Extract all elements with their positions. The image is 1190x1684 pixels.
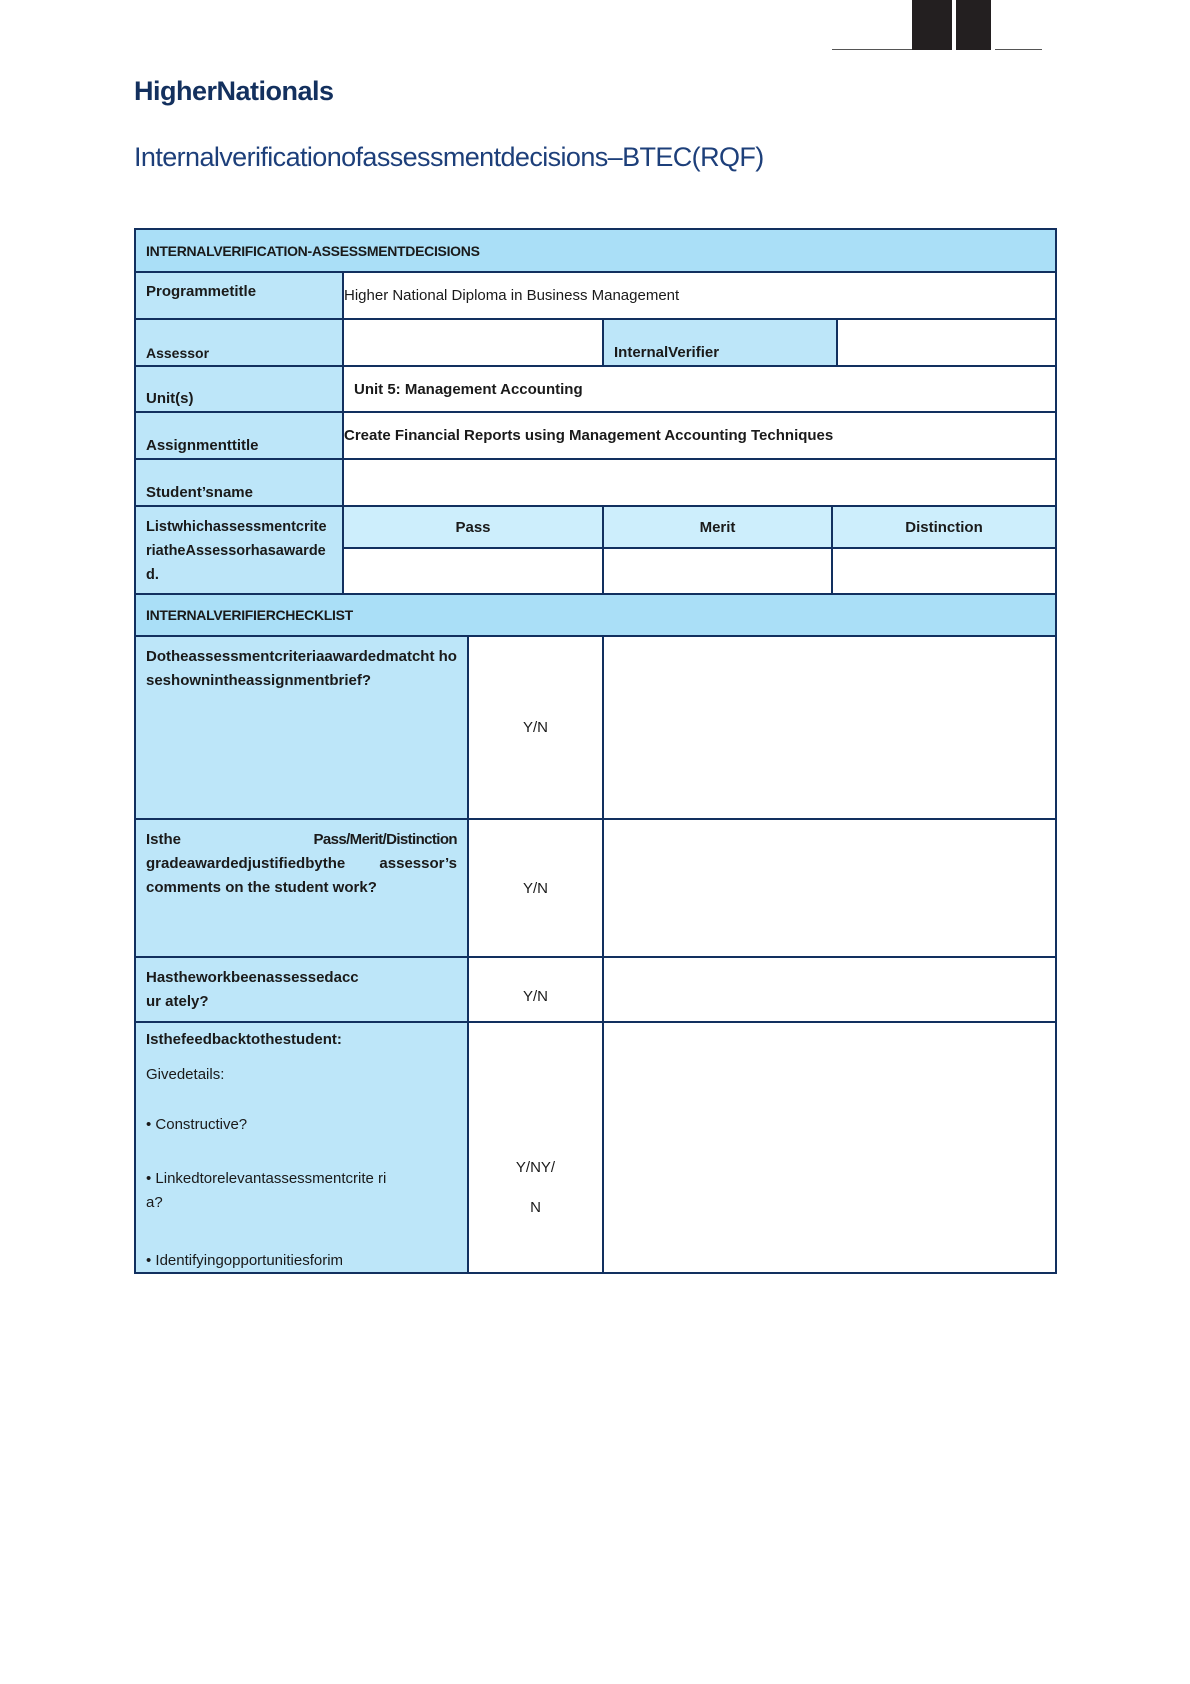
assessor-label: Assessor xyxy=(134,318,344,367)
logo-rule xyxy=(995,49,1042,50)
unit-label: Unit(s) xyxy=(134,365,344,413)
checklist-comment-2[interactable] xyxy=(602,818,1057,958)
pass-criteria-field[interactable] xyxy=(342,547,604,595)
verifier-field[interactable] xyxy=(836,318,1057,367)
page-title: Internalverificationofassessmentdecisions–BTEC(RQF) xyxy=(134,142,764,172)
logo-mark xyxy=(956,0,991,50)
checklist-comment-4[interactable] xyxy=(602,1021,1057,1274)
checklist-comment-1[interactable] xyxy=(602,635,1057,820)
q2-text: gradeawardedjustifiedbythe xyxy=(146,855,346,872)
q4-answer: N xyxy=(530,1199,541,1216)
q2-text: Pass/Merit/Distinction xyxy=(313,831,457,848)
assignment-field[interactable]: Create Financial Reports using Management Accounting Techniques xyxy=(342,411,1057,460)
logo-mark xyxy=(912,0,952,50)
verifier-label: InternalVerifier xyxy=(602,318,838,367)
merit-criteria-field[interactable] xyxy=(602,547,833,595)
checklist-header: INTERNALVERIFIERCHECKLIST xyxy=(134,593,1057,637)
q4-answer: Y/NY/ xyxy=(515,1159,556,1176)
q2-text: Isthe xyxy=(146,831,182,848)
logo-rule xyxy=(832,49,912,50)
q4-item: • Linkedtorelevantassessmentcrite ria? xyxy=(146,1170,387,1211)
grade-header-distinction: Distinction xyxy=(831,505,1057,549)
student-field[interactable] xyxy=(342,458,1057,507)
q4-title: Isthefeedbacktothestudent: xyxy=(146,1031,342,1048)
assignment-label: Assignmenttitle xyxy=(134,411,344,460)
checklist-question-2 xyxy=(134,818,469,958)
assessor-field[interactable] xyxy=(342,318,604,367)
q4-give-details: Givedetails: xyxy=(146,1066,225,1083)
checklist-question-4 xyxy=(134,1021,469,1274)
checklist-answer-1[interactable]: Y/N xyxy=(467,635,604,820)
checklist-answer-3[interactable]: Y/N xyxy=(467,956,604,1023)
programme-label: Programmetitle xyxy=(134,271,344,320)
grade-header-pass: Pass xyxy=(342,505,604,549)
checklist-answer-4[interactable] xyxy=(467,1021,604,1274)
checklist-comment-3[interactable] xyxy=(602,956,1057,1023)
q4-item: • Constructive? xyxy=(146,1116,248,1133)
student-label: Student’sname xyxy=(134,458,344,507)
unit-field[interactable]: Unit 5: Management Accounting xyxy=(342,365,1057,413)
section-header: INTERNALVERIFICATION-ASSESSMENTDECISIONS xyxy=(134,228,1057,273)
q4-item: • Identifyingopportunitiesforim xyxy=(146,1252,344,1269)
distinction-criteria-field[interactable] xyxy=(831,547,1057,595)
checklist-question-3: Hastheworkbeenassessedaccur ately? xyxy=(134,956,469,1023)
criteria-label: Listwhichassessmentcrite riatheAssessorhasawarde d. xyxy=(134,505,344,595)
brand-heading: HigherNationals xyxy=(134,76,334,106)
checklist-answer-2[interactable]: Y/N xyxy=(467,818,604,958)
programme-field[interactable]: Higher National Diploma in Business Management xyxy=(342,271,1057,320)
q2-text: assessor’s xyxy=(379,855,457,872)
q2-text: comments on the student work? xyxy=(146,879,377,896)
checklist-question-1: Dotheassessmentcriteriaawardedmatcht hoseshownintheassignmentbrief? xyxy=(134,635,469,820)
grade-header-merit: Merit xyxy=(602,505,833,549)
